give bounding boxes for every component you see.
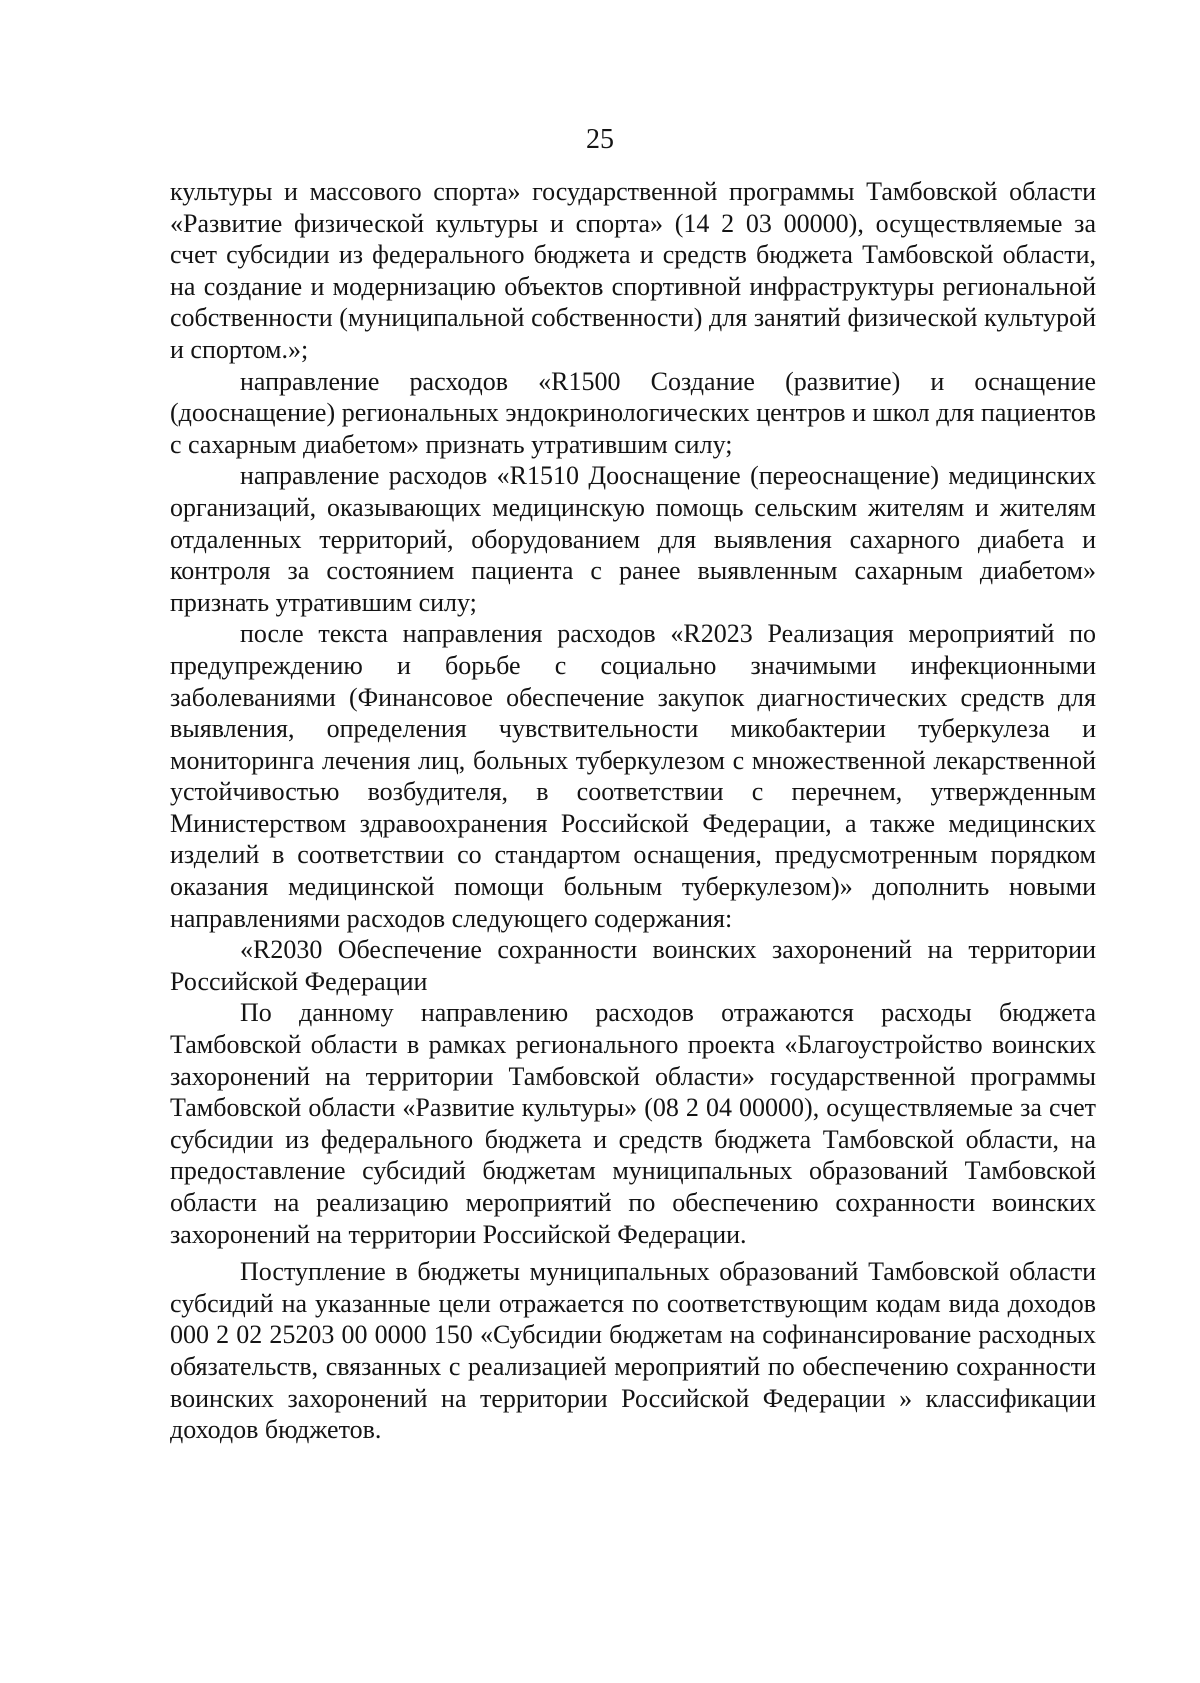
page-number: 25 bbox=[586, 124, 614, 155]
paragraph-r2030-heading: «R2030 Обеспечение сохранности воинских захоронений на территории Российской Федерации bbox=[170, 935, 1096, 996]
paragraph-revenue-codes: Поступление в бюджеты муниципальных образований Тамбовской области субсидий на указанные цели отражается по соответствующим кодам вида доходов 000 2 02 25203 00 0000 150 «Субсидии бюджетам на софинансирование расходных обязательств, связанных с реализацией мероприятий по обеспечению сохранности воинских захоронений на территории Российской Федерации » классификации доходов бюджетов. bbox=[170, 1257, 1096, 1445]
paragraph-r2023: после текста направления расходов «R2023 Реализация мероприятий по предупреждению и борьбе с социально значимыми инфекционными заболеваниями (Финансовое обеспечение закупок диагностических средств для выявления, определения чувствительности микобактерии туберкулеза и мониторинга лечения лиц, больных туберкулезом с множественной лекарственной устойчивостью возбудителя, в соответствии с перечнем, утвержденным Министерством здравоохранения Российской Федерации, а также медицинских изделий в соответствии со стандартом оснащения, предусмотренным порядком оказания медицинской помощи больным туберкулезом)» дополнить новыми направлениями расходов следующего содержания: bbox=[170, 619, 1096, 933]
paragraph-continuation: культуры и массового спорта» государственной программы Тамбовской области «Развитие физической культуры и спорта» (14 2 03 00000), осуществляемые за счет субсидии из федерального бюджета и средств бюджета Тамбовской области, на создание и модернизацию объектов спортивной инфраструктуры региональной собственности (муниципальной собственности) для занятий физической культурой и спортом.»; bbox=[170, 177, 1096, 364]
paragraph-r1500: направление расходов «R1500 Создание (развитие) и оснащение (дооснащение) региональных эндокринологических центров и школ для пациентов с сахарным диабетом» признать утратившим силу; bbox=[170, 366, 1096, 459]
document-body bbox=[170, 176, 1096, 1446]
paragraph-r2030-description: По данному направлению расходов отражаются расходы бюджета Тамбовской области в рамках регионального проекта «Благоустройство воинских захоронений на территории Тамбовской области» государственной программы Тамбовской области «Развитие культуры» (08 2 04 00000), осуществляемые за счет субсидии из федерального бюджета и средств бюджета Тамбовской области, на предоставление субсидий бюджетам муниципальных образований Тамбовской области на реализацию мероприятий по обеспечению сохранности воинских захоронений на территории Российской Федерации. bbox=[170, 998, 1096, 1249]
paragraph-r1510: направление расходов «R1510 Дооснащение (переоснащение) медицинских организаций, оказывающих медицинскую помощь сельским жителям и жителям отдаленных территорий, оборудованием для выявления сахарного диабета и контроля за состоянием пациента с ранее выявленным сахарным диабетом» признать утратившим силу; bbox=[170, 461, 1096, 617]
